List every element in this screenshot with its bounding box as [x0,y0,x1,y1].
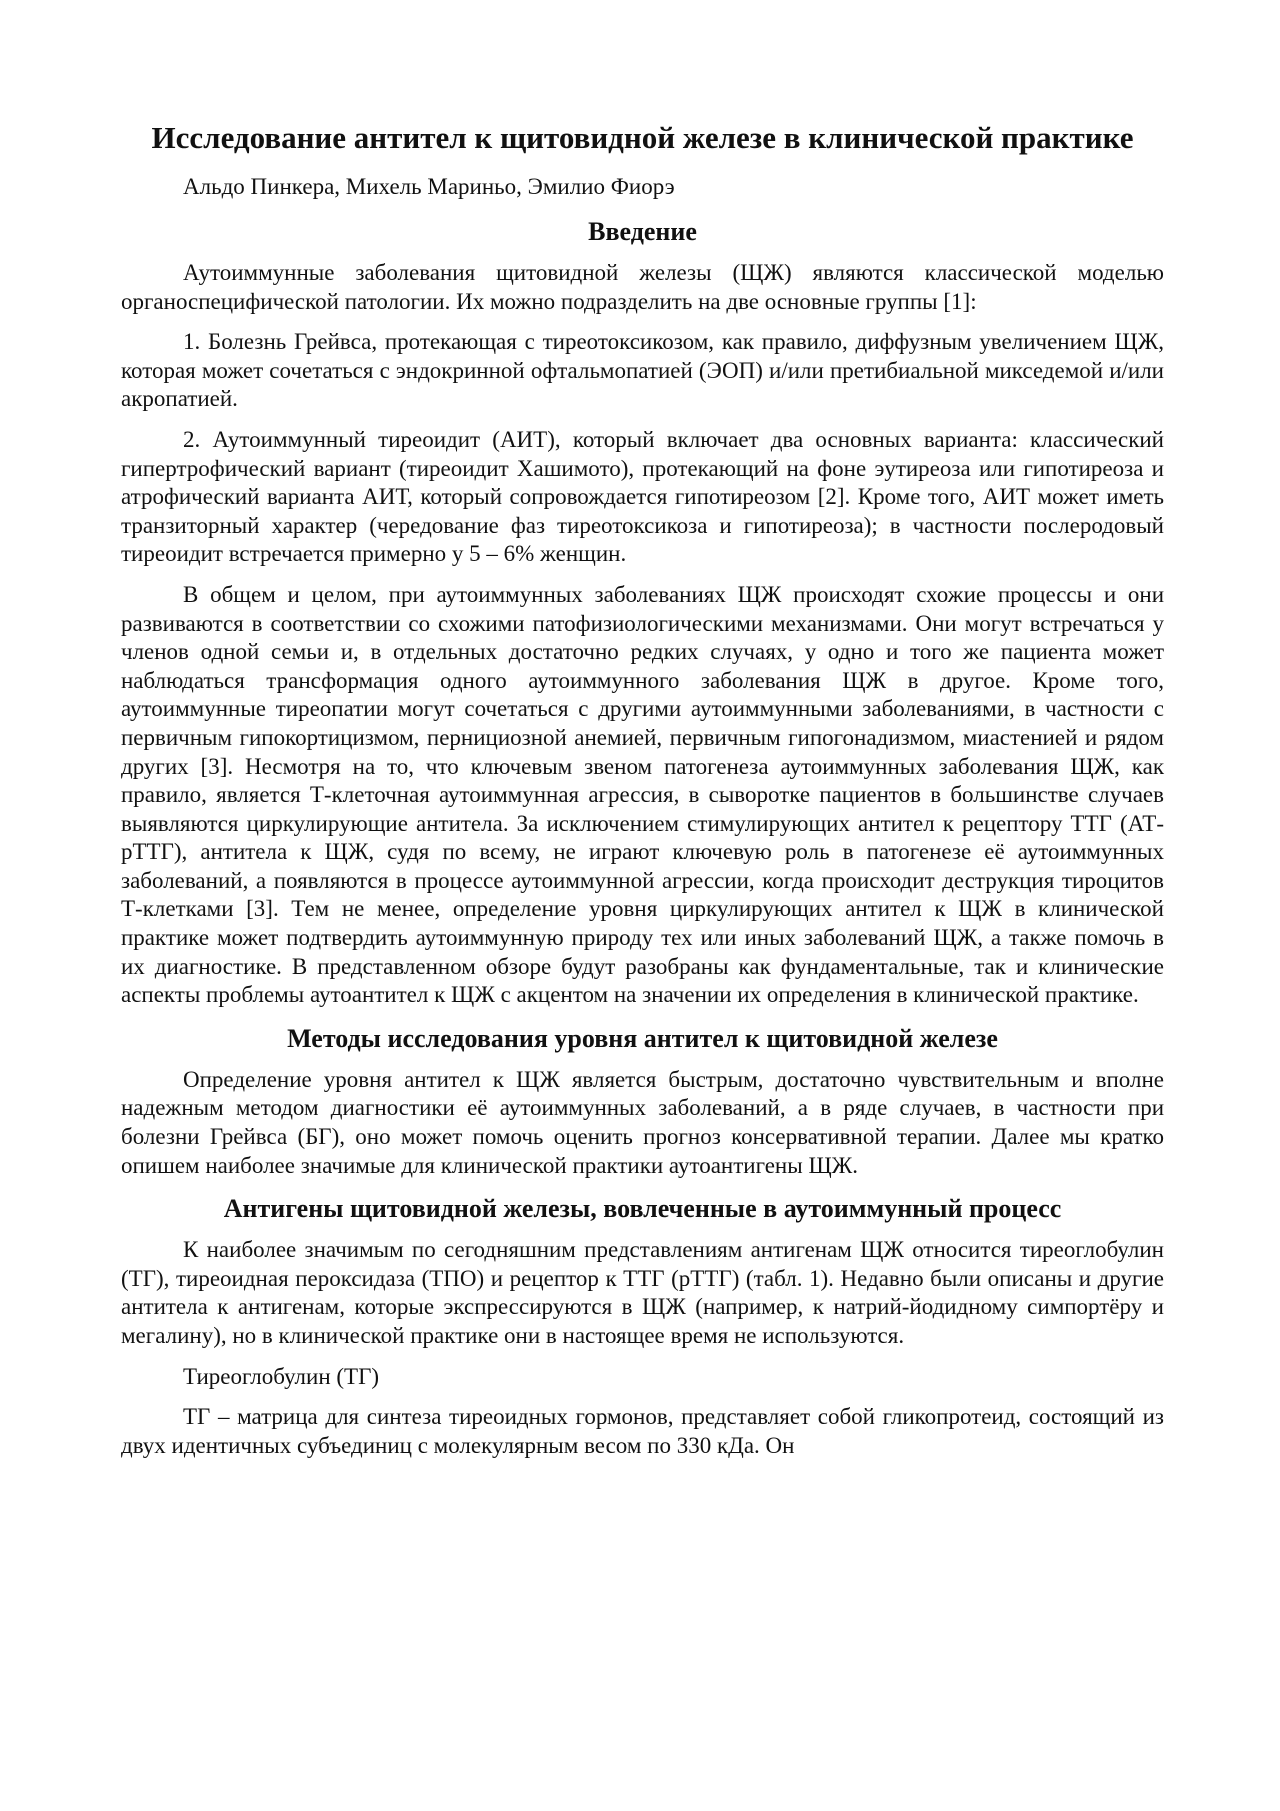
authors-line: Альдо Пинкера, Михель Мариньо, Эмилио Фиорэ [183,174,675,199]
section-heading-methods: Методы исследования уровня антител к щитовидной железе [287,1023,998,1053]
paragraph: ТГ – матрица для синтеза тиреоидных гормонов, представляет собой гликопротеид, состоящий из двух идентичных субъединиц с молекулярным весом по 330 кДа. Он [121,1404,1164,1458]
list-item-autoimmune-thyroiditis: 2. Аутоиммунный тиреоидит (АИТ), который включает два основных варианта: классический гипертрофический вариант (тиреоидит Хашимото), протекающий на фоне эутиреоза или гипотиреоза и атрофический варианта АИТ, который сопровождается гипотиреозом [2]. Кроме того, АИТ может иметь транзиторный характер (чередование фаз тиреотоксикоза и гипотиреоза); в частности послеродовый тиреоидит встречается примерно у 5 – 6% женщин. [121,426,1164,567]
document-title: Исследование антител к щитовидной железе в клинической практике [151,120,1134,155]
section-heading-antigens: Антигены щитовидной железы, вовлеченные в аутоиммунный процесс [223,1194,1062,1224]
document-body [121,118,1164,1472]
paragraph: Определение уровня антител к ЩЖ является быстрым, достаточно чувствительным и вполне надежным методом диагностики её аутоиммунных заболеваний, а в ряде случаев, в частности при болезни Грейвса (БГ), оно может помочь оценить прогноз консервативной терапии. Далее мы кратко опишем наиболее значимые для клинической практики аутоантигены ЩЖ. [121,1066,1164,1178]
section-heading-introduction: Введение [588,217,697,246]
paragraph: К наиболее значимым по сегодняшним представлениям антигенам ЩЖ относится тиреоглобулин (ТГ), тиреоидная пероксидаза (ТПО) и рецептор к ТТГ (рТТГ) (табл. 1). Недавно были описаны и другие антитела к антигенам, которые экспрессируются в ЩЖ (например, к натрий-йодидному симпортёру и мегалину), но в клинической практике они в настоящее время не используются. [121,1237,1164,1348]
subsection-heading-thyroglobulin: Тиреоглобулин (ТГ) [183,1363,380,1389]
list-item-graves-disease: 1. Болезнь Грейвса, протекающая с тиреотоксикозом, как правило, диффузным увеличением ЩЖ, которая может сочетаться с эндокринной офтальмопатией (ЭОП) и/или претибиальной микседемой и/или акропатией. [121,329,1164,412]
paragraph: Аутоиммунные заболевания щитовидной железы (ЩЖ) являются классической моделью органоспецифической патологии. Их можно подразделить на две основные группы [1]: [121,260,1164,314]
paragraph: В общем и целом, при аутоиммунных заболеваниях ЩЖ происходят схожие процессы и они развиваются в соответствии со схожими патофизиологическими механизмами. Они могут встречаться у членов одной семьи и, в отдельных достаточно редких случаях, у одно и того же пациента может наблюдаться трансформация одного аутоиммунного заболевания ЩЖ в другое. Кроме того, аутоиммунные тиреопатии могут сочетаться с другими аутоиммунными заболеваниями, в частности с первичным гипокортицизмом, пернициозной анемией, первичным гипогонадизмом, миастенией и рядом других [3]. Несмотря на то, что ключевым звеном патогенеза аутоиммунных заболевания ЩЖ, как правило, является Т-клеточная аутоиммунная агрессия, в сыворотке пациентов в большинстве случаев выявляются циркулирующие антитела. За исключением стимулирующих антител к рецептору ТТГ (АТ-рТТГ), антитела к ЩЖ, судя по всему, не играют ключевую роль в патогенезе её аутоиммунных заболеваний, а появляются в процессе аутоиммунной агрессии, когда происходит деструкция тироцитов Т-клетками [3]. Тем не менее, определение уровня циркулирующих антител к ЩЖ в клинической практике может подтвердить аутоиммунную природу тех или иных заболеваний ЩЖ, а также помочь в их диагностике. В представленном обзоре будут разобраны как фундаментальные, так и клинические аспекты проблемы аутоантител к ЩЖ с акцентом на значении их определения в клинической практике. [121,581,1164,1008]
